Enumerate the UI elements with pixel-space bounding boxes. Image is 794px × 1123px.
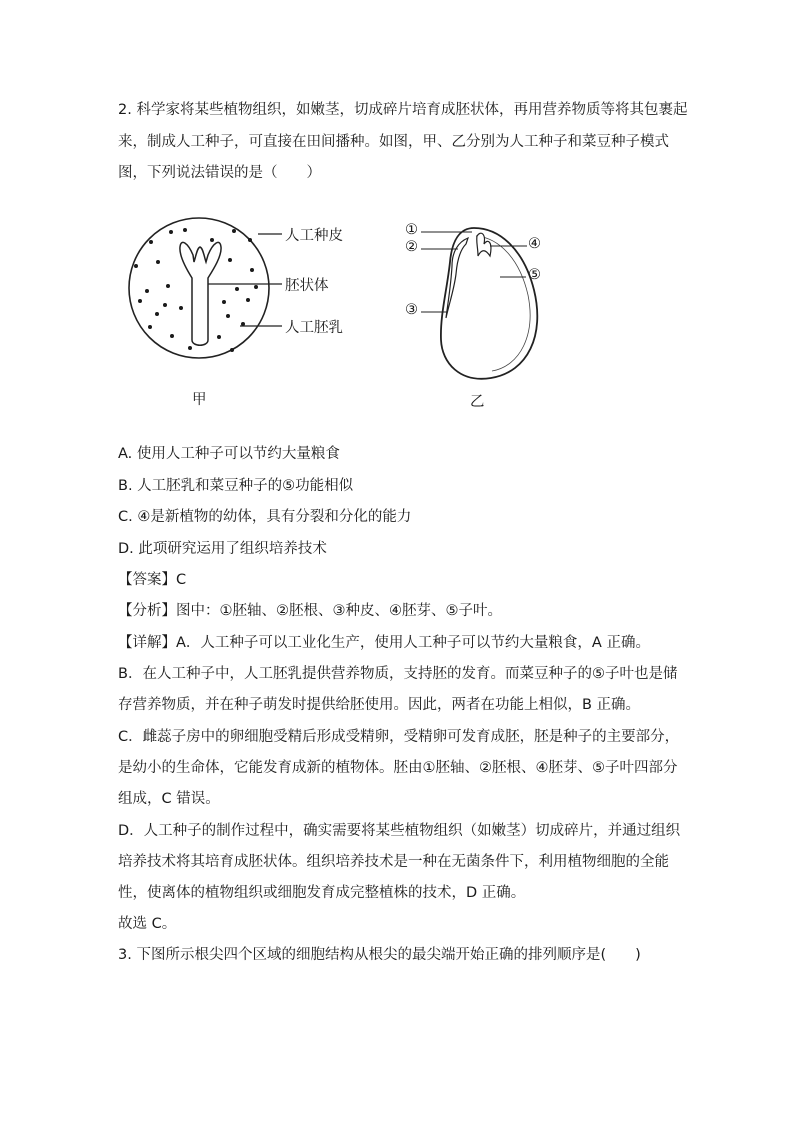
option-b: B. 人工胚乳和菜豆种子的⑤功能相似 xyxy=(118,478,354,494)
explanation-line-9: 性，使离体的植物组织或细胞发育成完整植株的技术，D 正确。 xyxy=(118,885,526,901)
explanation-line-1: 【详解】A．人工种子可以工业化生产，使用人工种子可以节约大量粮食，A 正确。 xyxy=(118,635,650,651)
explanation-line-4: C．雌蕊子房中的卵细胞受精后形成受精卵，受精卵可发育成胚，胚是种子的主要部分， xyxy=(118,729,680,745)
figure-caption-yi: 乙 xyxy=(470,394,485,410)
marker-3: ③ xyxy=(405,302,418,318)
explanation-line-6: 组成，C 错误。 xyxy=(118,791,220,807)
marker-4: ④ xyxy=(528,236,541,252)
marker-2: ② xyxy=(405,239,418,255)
label-embryoid: 胚状体 xyxy=(285,278,329,294)
explanation-line-10: 故选 C。 xyxy=(118,916,177,932)
marker-5: ⑤ xyxy=(528,267,541,283)
answer: 【答案】C xyxy=(118,572,187,588)
explanation-line-5: 是幼小的生命体，它能发育成新的植物体。胚由①胚轴、②胚根、④胚芽、⑤子叶四部分 xyxy=(118,760,678,776)
q2-stem-line-1: 2. 科学家将某些植物组织，如嫩茎，切成碎片培育成胚状体，再用营养物质等将其包裹起 xyxy=(118,102,688,118)
option-a: A. 使用人工种子可以节约大量粮食 xyxy=(118,446,340,462)
explanation-line-8: 培养技术将其培育成胚状体。组织培养技术是一种在无菌条件下，利用植物细胞的全能 xyxy=(118,854,669,870)
label-artificial-endosperm: 人工胚乳 xyxy=(285,320,343,336)
figure-caption-jia: 甲 xyxy=(192,392,207,408)
artificial-seed-diagram xyxy=(129,218,282,358)
analysis: 【分析】图中：①胚轴、②胚根、③种皮、④胚芽、⑤子叶。 xyxy=(118,603,502,619)
label-artificial-seed-coat: 人工种皮 xyxy=(285,228,343,244)
q2-stem-line-2: 来，制成人工种子，可直接在田间播种。如图，甲、乙分别为人工种子和菜豆种子模式 xyxy=(118,134,669,150)
marker-1: ① xyxy=(405,222,418,238)
option-d: D. 此项研究运用了组织培养技术 xyxy=(118,541,327,557)
q3-stem: 3. 下图所示根尖四个区域的细胞结构从根尖的最尖端开始正确的排列顺序是( ) xyxy=(118,947,641,963)
bean-seed-diagram xyxy=(421,228,537,379)
q2-stem-line-3: 图，下列说法错误的是（ ） xyxy=(118,165,321,181)
option-c: C. ④是新植物的幼体，具有分裂和分化的能力 xyxy=(118,509,412,525)
explanation-line-2: B．在人工种子中，人工胚乳提供营养物质，支持胚的发育。而菜豆种子的⑤子叶也是储 xyxy=(118,666,678,682)
explanation-line-7: D．人工种子的制作过程中，确实需要将某些植物组织（如嫩茎）切成碎片，并通过组织 xyxy=(118,823,681,839)
explanation-line-3: 存营养物质，并在种子萌发时提供给胚使用。因此，两者在功能上相似，B 正确。 xyxy=(118,697,641,713)
